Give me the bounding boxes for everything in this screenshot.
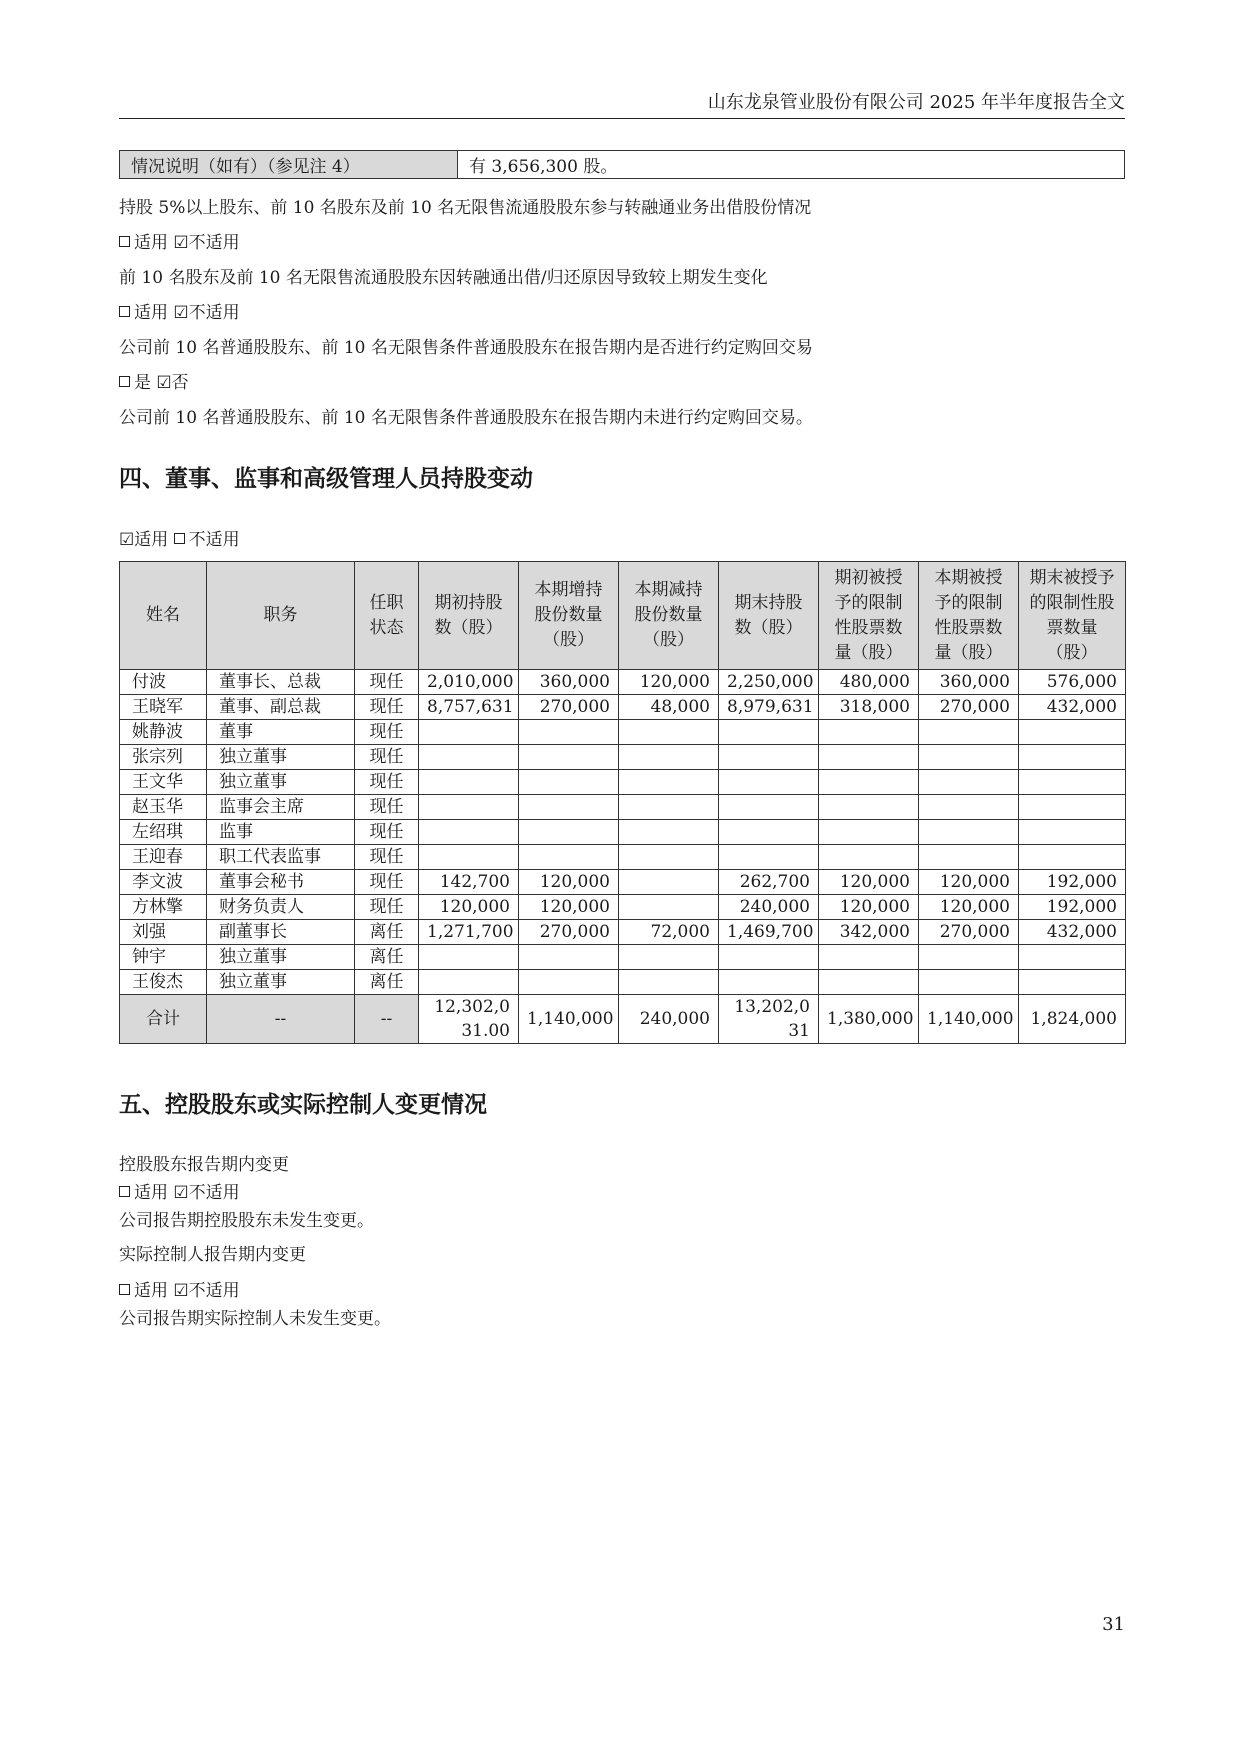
table-cell: 刘强 xyxy=(120,920,207,945)
table-cell: 432,000 xyxy=(1019,695,1126,720)
table-row xyxy=(120,970,1126,995)
table-cell xyxy=(419,970,519,995)
table-cell: 王晓军 xyxy=(120,695,207,720)
total-cell: 12,302,031.00 xyxy=(419,995,519,1044)
checkbox-unchecked-icon xyxy=(119,1186,130,1197)
table-cell xyxy=(1019,795,1126,820)
table-cell: 120,000 xyxy=(919,870,1019,895)
table-cell: 职工代表监事 xyxy=(207,845,355,870)
total-cell: 240,000 xyxy=(619,995,719,1044)
table-cell xyxy=(819,845,919,870)
table-cell xyxy=(519,745,619,770)
table-cell: 独立董事 xyxy=(207,770,355,795)
table-cell xyxy=(519,845,619,870)
note-value: 有 3,656,300 股。 xyxy=(458,151,1125,179)
table-row xyxy=(120,695,1126,720)
table-cell: 钟宇 xyxy=(120,945,207,970)
table-cell: 72,000 xyxy=(619,920,719,945)
table-cell: 现任 xyxy=(355,895,419,920)
table-cell: 离任 xyxy=(355,920,419,945)
section5-title: 五、控股股东或实际控制人变更情况 xyxy=(119,1092,487,1118)
column-header: 期末持股数（股） xyxy=(719,562,819,670)
table-cell: 付波 xyxy=(120,670,207,695)
table-cell xyxy=(619,895,719,920)
table-row xyxy=(120,670,1126,695)
table-cell: 现任 xyxy=(355,695,419,720)
table-cell xyxy=(919,845,1019,870)
table-cell: 财务负责人 xyxy=(207,895,355,920)
table-cell xyxy=(819,820,919,845)
table-row xyxy=(120,920,1126,945)
table-cell xyxy=(719,970,819,995)
total-cell: 1,140,000 xyxy=(519,995,619,1044)
table-cell: 现任 xyxy=(355,845,419,870)
table-cell xyxy=(919,820,1019,845)
table-cell: 270,000 xyxy=(519,695,619,720)
table-cell xyxy=(1019,745,1126,770)
shareholding-table xyxy=(119,561,1126,1044)
lending-applicability: 适用 ☑不适用 xyxy=(119,228,240,253)
controlling-shareholder-statement: 公司报告期控股股东未发生变更。 xyxy=(119,1211,374,1231)
table-cell: 独立董事 xyxy=(207,945,355,970)
column-header: 本期减持股份数量（股） xyxy=(619,562,719,670)
table-cell xyxy=(619,845,719,870)
table-cell: 王俊杰 xyxy=(120,970,207,995)
table-cell xyxy=(519,720,619,745)
table-cell xyxy=(419,745,519,770)
column-header: 期初被授予的限制性股票数量（股） xyxy=(819,562,919,670)
repurchase-heading: 公司前 10 名普通股股东、前 10 名无限售条件普通股股东在报告期内是否进行约定购回交易 xyxy=(119,338,813,358)
checkbox-unchecked-icon xyxy=(119,376,130,387)
table-cell: 独立董事 xyxy=(207,970,355,995)
table-cell xyxy=(1019,970,1126,995)
table-cell: 120,000 xyxy=(819,895,919,920)
table-cell: 现任 xyxy=(355,770,419,795)
repurchase-choice: 是 ☑否 xyxy=(119,368,189,393)
total-cell: 合计 xyxy=(120,995,207,1044)
table-cell: 现任 xyxy=(355,795,419,820)
section4-title: 四、董事、监事和高级管理人员持股变动 xyxy=(119,466,533,492)
change-heading: 前 10 名股东及前 10 名无限售流通股股东因转融通出借/归还原因导致较上期发生变化 xyxy=(119,268,768,288)
table-cell xyxy=(1019,770,1126,795)
table-cell xyxy=(919,795,1019,820)
table-row xyxy=(120,720,1126,745)
table-cell: 120,000 xyxy=(519,895,619,920)
table-cell xyxy=(1019,845,1126,870)
table-cell: 李文波 xyxy=(120,870,207,895)
table-cell xyxy=(619,870,719,895)
table-header-row xyxy=(120,562,1126,670)
table-row xyxy=(120,795,1126,820)
table-cell: 监事会主席 xyxy=(207,795,355,820)
table-cell xyxy=(419,845,519,870)
table-cell: 142,700 xyxy=(419,870,519,895)
table-cell xyxy=(619,795,719,820)
table-cell: 监事 xyxy=(207,820,355,845)
table-cell: 120,000 xyxy=(919,895,1019,920)
checkbox-unchecked-icon xyxy=(174,533,185,544)
repurchase-statement: 公司前 10 名普通股股东、前 10 名无限售条件普通股股东在报告期内未进行约定购回交易。 xyxy=(119,408,813,428)
table-cell: 360,000 xyxy=(919,670,1019,695)
column-header: 期末被授予的限制性股票数量（股） xyxy=(1019,562,1126,670)
table-cell: 342,000 xyxy=(819,920,919,945)
table-cell xyxy=(919,970,1019,995)
table-row xyxy=(120,945,1126,970)
checkbox-unchecked-icon xyxy=(119,1284,130,1295)
table-cell: 318,000 xyxy=(819,695,919,720)
table-cell: 270,000 xyxy=(919,920,1019,945)
table-cell: 现任 xyxy=(355,870,419,895)
table-cell xyxy=(719,945,819,970)
actual-controller-statement: 公司报告期实际控制人未发生变更。 xyxy=(119,1309,391,1329)
table-cell: 1,469,700 xyxy=(719,920,819,945)
table-cell xyxy=(819,795,919,820)
table-cell xyxy=(619,745,719,770)
table-cell: 赵玉华 xyxy=(120,795,207,820)
table-cell xyxy=(519,970,619,995)
table-cell: 现任 xyxy=(355,820,419,845)
column-header: 任职状态 xyxy=(355,562,419,670)
table-cell: 432,000 xyxy=(1019,920,1126,945)
table-cell: 王迎春 xyxy=(120,845,207,870)
table-cell: 8,757,631 xyxy=(419,695,519,720)
column-header: 本期增持股份数量（股） xyxy=(519,562,619,670)
table-row xyxy=(120,895,1126,920)
controlling-shareholder-applicability: 适用 ☑不适用 xyxy=(119,1178,240,1203)
table-cell: 262,700 xyxy=(719,870,819,895)
table-cell xyxy=(1019,945,1126,970)
table-cell xyxy=(919,720,1019,745)
table-cell: 48,000 xyxy=(619,695,719,720)
table-cell: 192,000 xyxy=(1019,895,1126,920)
table-cell: 1,271,700 xyxy=(419,920,519,945)
table-cell xyxy=(919,945,1019,970)
table-cell xyxy=(619,970,719,995)
table-cell: 576,000 xyxy=(1019,670,1126,695)
total-cell: 1,824,000 xyxy=(1019,995,1126,1044)
table-cell xyxy=(719,845,819,870)
table-cell: 张宗列 xyxy=(120,745,207,770)
table-cell: 480,000 xyxy=(819,670,919,695)
table-cell: 离任 xyxy=(355,945,419,970)
table-cell: 离任 xyxy=(355,970,419,995)
table-cell: 现任 xyxy=(355,720,419,745)
table-cell xyxy=(419,820,519,845)
table-cell xyxy=(619,945,719,970)
total-cell: 13,202,031 xyxy=(719,995,819,1044)
table-cell: 左绍琪 xyxy=(120,820,207,845)
table-cell xyxy=(819,945,919,970)
table-cell: 240,000 xyxy=(719,895,819,920)
checkbox-unchecked-icon xyxy=(119,306,130,317)
table-cell xyxy=(1019,820,1126,845)
table-cell: 独立董事 xyxy=(207,745,355,770)
table-cell xyxy=(819,745,919,770)
table-cell: 董事 xyxy=(207,720,355,745)
page-number: 31 xyxy=(1102,1614,1125,1635)
table-cell: 360,000 xyxy=(519,670,619,695)
table-cell xyxy=(519,795,619,820)
table-row xyxy=(120,845,1126,870)
table-cell xyxy=(919,745,1019,770)
table-cell: 董事长、总裁 xyxy=(207,670,355,695)
table-cell xyxy=(819,770,919,795)
table-cell xyxy=(719,795,819,820)
table-cell: 姚静波 xyxy=(120,720,207,745)
total-cell: -- xyxy=(355,995,419,1044)
page-header xyxy=(119,88,1125,119)
total-cell: -- xyxy=(207,995,355,1044)
actual-controller-heading: 实际控制人报告期内变更 xyxy=(119,1245,306,1265)
table-cell: 8,979,631 xyxy=(719,695,819,720)
section4-applicability: ☑适用 不适用 xyxy=(119,530,240,550)
table-cell: 现任 xyxy=(355,745,419,770)
total-row xyxy=(120,995,1126,1044)
table-cell xyxy=(919,770,1019,795)
table-cell: 副董事长 xyxy=(207,920,355,945)
table-cell: 2,010,000 xyxy=(419,670,519,695)
table-cell: 192,000 xyxy=(1019,870,1126,895)
controlling-shareholder-heading: 控股股东报告期内变更 xyxy=(119,1155,289,1175)
table-cell xyxy=(419,945,519,970)
table-cell xyxy=(419,795,519,820)
lending-heading: 持股 5%以上股东、前 10 名股东及前 10 名无限售流通股股东参与转融通业务出借股份情况 xyxy=(119,198,812,218)
table-cell xyxy=(719,745,819,770)
table-cell xyxy=(719,720,819,745)
table-cell: 120,000 xyxy=(819,870,919,895)
table-cell: 270,000 xyxy=(919,695,1019,720)
table-row xyxy=(120,770,1126,795)
total-cell: 1,140,000 xyxy=(919,995,1019,1044)
table-cell xyxy=(419,770,519,795)
table-cell: 270,000 xyxy=(519,920,619,945)
table-cell xyxy=(619,770,719,795)
table-cell xyxy=(619,720,719,745)
table-row xyxy=(120,820,1126,845)
table-cell xyxy=(1019,720,1126,745)
table-cell xyxy=(719,820,819,845)
table-cell: 120,000 xyxy=(619,670,719,695)
table-cell xyxy=(519,945,619,970)
table-cell xyxy=(519,820,619,845)
table-cell: 120,000 xyxy=(419,895,519,920)
table-cell: 120,000 xyxy=(519,870,619,895)
table-cell xyxy=(719,770,819,795)
table-cell: 董事会秘书 xyxy=(207,870,355,895)
table-row xyxy=(120,870,1126,895)
table-cell xyxy=(519,770,619,795)
note-table xyxy=(119,150,1125,179)
note-label: 情况说明（如有）（参见注 4） xyxy=(120,151,458,179)
table-cell: 王文华 xyxy=(120,770,207,795)
table-cell: 董事、副总裁 xyxy=(207,695,355,720)
table-cell: 现任 xyxy=(355,670,419,695)
total-cell: 1,380,000 xyxy=(819,995,919,1044)
change-applicability: 适用 ☑不适用 xyxy=(119,298,240,323)
table-cell xyxy=(419,720,519,745)
table-cell: 方林擎 xyxy=(120,895,207,920)
column-header: 期初持股数（股） xyxy=(419,562,519,670)
actual-controller-applicability: 适用 ☑不适用 xyxy=(119,1276,240,1301)
column-header: 职务 xyxy=(207,562,355,670)
report-title: 山东龙泉管业股份有限公司 2025 年半年度报告全文 xyxy=(707,92,1125,113)
table-cell: 2,250,000 xyxy=(719,670,819,695)
table-cell xyxy=(619,820,719,845)
column-header: 姓名 xyxy=(120,562,207,670)
table-row xyxy=(120,745,1126,770)
table-cell xyxy=(819,720,919,745)
column-header: 本期被授予的限制性股票数量（股） xyxy=(919,562,1019,670)
checkbox-unchecked-icon xyxy=(119,236,130,247)
table-cell xyxy=(819,970,919,995)
